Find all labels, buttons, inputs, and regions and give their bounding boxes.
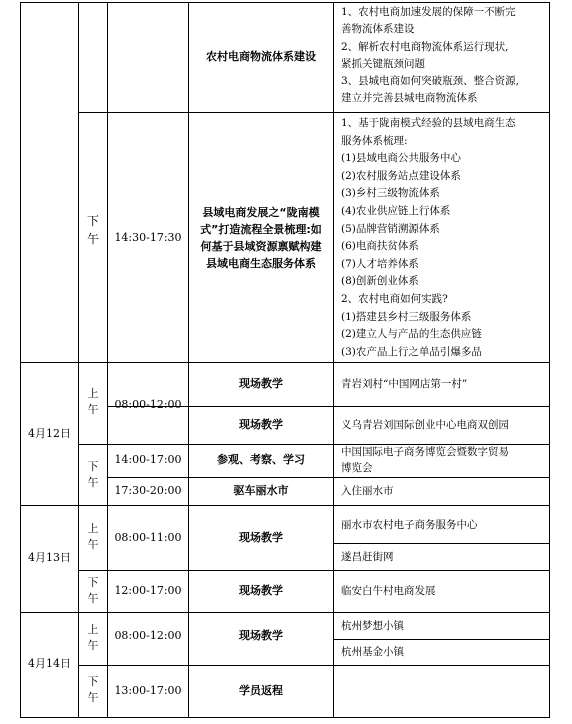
- location: 杭州梦想小镇: [341, 620, 404, 632]
- col-divider: [78, 2, 79, 718]
- content-longnan: [341, 115, 549, 361]
- row-divider: [333, 639, 550, 640]
- period-afternoon: 下午: [86, 214, 99, 246]
- col-divider: [188, 2, 189, 718]
- content-line: (6)电商扶贫体系: [341, 240, 419, 253]
- row-divider: [78, 112, 550, 113]
- time-slot: 14:30-17:30: [114, 231, 182, 244]
- location: 青岩刘村“中国网店第一村”: [341, 378, 468, 390]
- content-line: (7)人才培养体系: [341, 257, 419, 270]
- location: 遂昌赶街网: [341, 551, 394, 563]
- content-line: 3、县城电商如何突破瓶颈、整合资源,: [341, 75, 520, 88]
- row-divider: [20, 2, 550, 3]
- location: 中国国际电子商务博览会暨数字贸易 博览会: [341, 446, 509, 474]
- location: 入住丽水市: [341, 485, 394, 497]
- row-divider: [20, 717, 550, 718]
- row-divider: [333, 543, 550, 544]
- col-divider: [20, 2, 21, 718]
- location: 临安白牛村电商发展: [341, 585, 436, 597]
- content-line: (1)县域电商公共服务中心: [341, 152, 461, 165]
- topic-longnan: [189, 204, 333, 272]
- time-slot: 08:00-12:00: [114, 398, 182, 411]
- activity: 现场教学: [239, 418, 283, 431]
- content-line: 1、基于陇南模式经验的县域电商生态: [341, 117, 516, 129]
- time-slot: 17:30-20:00: [114, 484, 182, 497]
- location: 义乌青岩刘国际创业中心电商双创园: [341, 419, 509, 431]
- activity: 现场教学: [239, 531, 283, 544]
- content-line: 2、农村电商如何实践?: [341, 292, 448, 305]
- row-divider: [20, 362, 550, 363]
- row-divider: [78, 665, 550, 666]
- content-line: 紧抓关键瓶颈问题: [341, 57, 425, 70]
- content-line: (2)建立人与产品的生态供应链: [341, 328, 482, 341]
- col-divider: [333, 2, 334, 718]
- activity: 现场教学: [239, 629, 283, 642]
- topic-line: 式”打造流程全景梳理:如: [200, 223, 322, 236]
- content-line: (8)创新创业体系: [341, 275, 419, 288]
- content-line: (2)农村服务站点建设体系: [341, 169, 461, 182]
- row-divider: [78, 570, 550, 571]
- activity: 现场教学: [239, 584, 283, 597]
- date-label: 4月12日: [28, 427, 71, 440]
- period-afternoon: 下午: [87, 675, 99, 704]
- content-line: (5)品牌营销溯源体系: [341, 222, 440, 235]
- activity: 现场教学: [239, 377, 283, 390]
- period-morning: 上午: [87, 623, 99, 652]
- time-slot: 14:00-17:00: [114, 453, 182, 466]
- period-afternoon: 下午: [87, 576, 99, 605]
- time-slot: 08:00-12:00: [114, 629, 182, 642]
- col-divider: [107, 2, 108, 718]
- period-morning: 上午: [87, 387, 99, 416]
- time-slot: 12:00-17:00: [114, 584, 182, 597]
- date-label: 4月14日: [28, 657, 71, 670]
- row-divider: [107, 477, 550, 478]
- row-divider: [20, 505, 550, 506]
- period-morning: 上午: [87, 522, 99, 551]
- content-line: (3)农产品上行之单品引爆多品: [341, 345, 482, 358]
- content-line: 2、解析农村电商物流体系运行现状,: [341, 40, 509, 53]
- location: 杭州基金小镇: [341, 646, 404, 658]
- activity: 驱车丽水市: [233, 484, 289, 497]
- content-line: 服务体系梳理:: [341, 134, 408, 147]
- col-divider: [549, 2, 550, 718]
- content-line: 建立并完善县城电商物流体系: [341, 92, 478, 105]
- content-line: (3)乡村三级物流体系: [341, 187, 440, 200]
- topic-line: 何基于县域资源禀赋构建: [200, 240, 322, 253]
- period-afternoon: 下午: [87, 460, 99, 489]
- time-slot: 13:00-17:00: [114, 684, 182, 697]
- content-line: (1)搭建县乡村三级服务体系: [341, 310, 472, 323]
- time-slot: 08:00-11:00: [114, 531, 182, 544]
- row-divider: [20, 612, 550, 613]
- activity: 学员返程: [239, 684, 283, 697]
- content-line: (4)农业供应链上行体系: [341, 204, 451, 217]
- topic-logistics: 农村电商物流体系建设: [206, 50, 316, 63]
- content-line: 1、农村电商加速发展的保障一不断完: [341, 6, 516, 18]
- activity: 参观、考察、学习: [217, 453, 305, 466]
- topic-line: 县域电商发展之“陇南模: [202, 206, 320, 219]
- content-logistics: [341, 4, 549, 108]
- date-label: 4月13日: [28, 551, 71, 564]
- topic-line: 县域电商生态服务体系: [206, 257, 316, 270]
- content-line: 善物流体系建设: [341, 23, 415, 36]
- location: 丽水市农村电子商务服务中心: [341, 519, 478, 531]
